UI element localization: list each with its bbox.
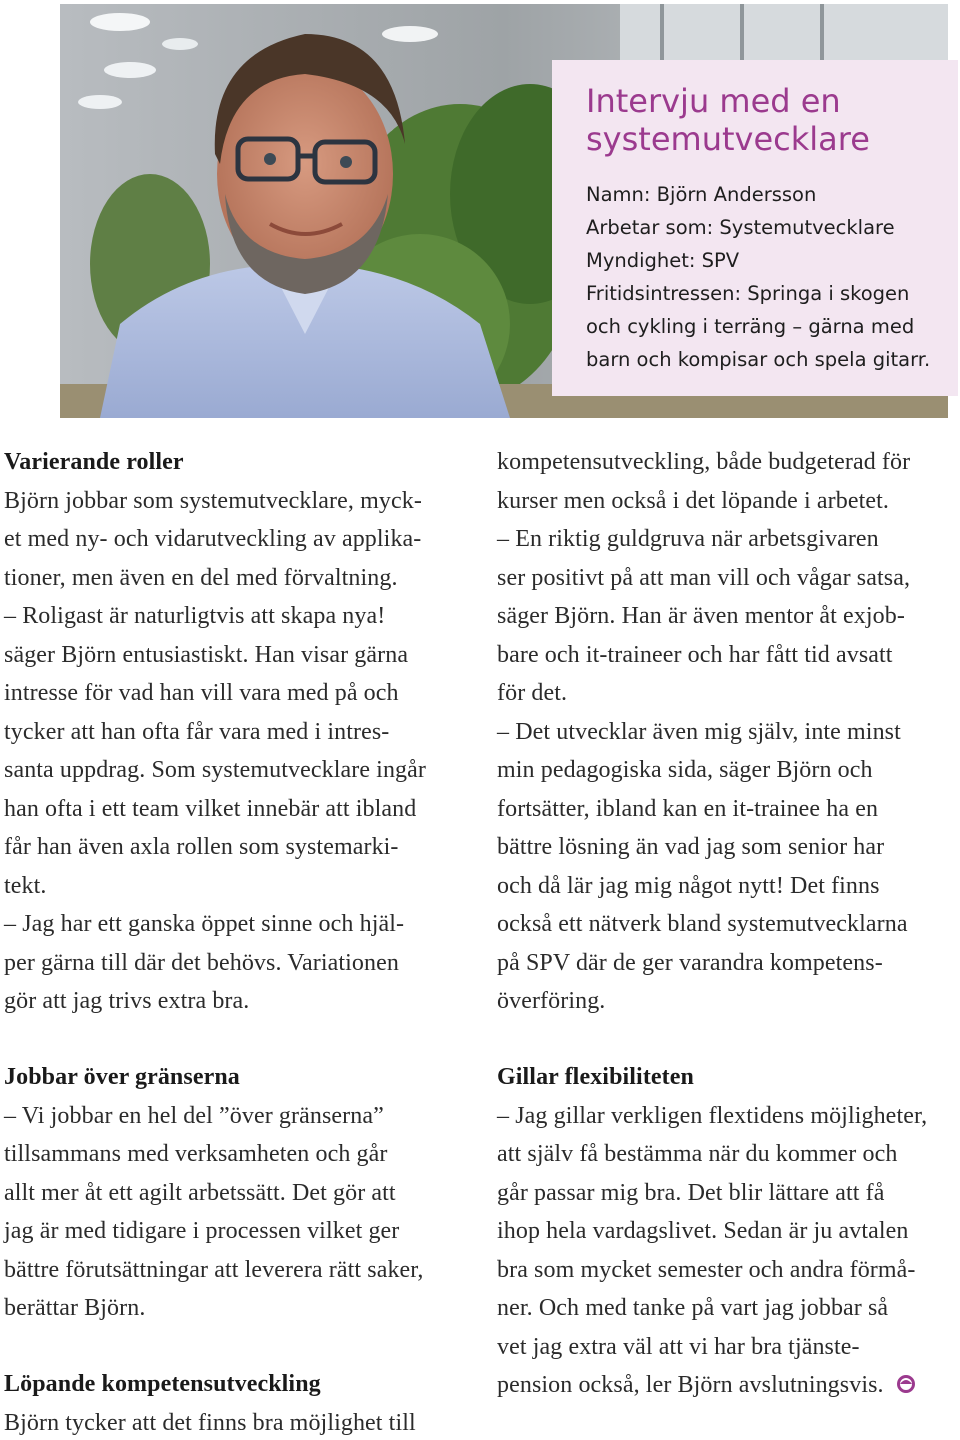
interview-title: [586, 82, 938, 158]
body-line: min pedagogiska sida, säger Björn och: [497, 757, 873, 783]
body-line: gör att jag trivs extra bra.: [4, 988, 250, 1014]
body-line-last: [497, 1366, 960, 1405]
body-line: ser positivt på att man vill och vågar satsa,: [497, 564, 911, 591]
body-line: bra som mycket semester och andra förmå-: [497, 1256, 916, 1283]
body-line: bättre lösning än vad jag som senior har: [497, 834, 885, 860]
body-line: och då lär jag mig något nytt! Det finns: [497, 872, 880, 899]
info-role: Arbetar som: Systemutvecklare: [586, 216, 895, 239]
section-body: [4, 482, 474, 1021]
interview-title-line: Intervju med en: [586, 82, 841, 120]
body-line: tioner, men även en del med förvaltning.: [4, 564, 398, 591]
body-line: ihop hela vardagslivet. Sedan är ju avtalen: [497, 1218, 909, 1244]
body-line: – Det utvecklar även mig själv, inte minst: [497, 718, 901, 745]
body-line: tycker att han ofta får vara med i intres-: [4, 718, 390, 745]
interview-title-line: systemutvecklare: [586, 120, 870, 158]
body-line-text: pension också, ler Björn avslutningsvis.: [497, 1372, 884, 1398]
body-line: kurser men också i det löpande i arbetet.: [497, 487, 889, 514]
body-line: santa uppdrag. Som systemutvecklare ingår: [4, 757, 426, 783]
body-line: Björn tycker att det finns bra möjlighet till: [4, 1409, 416, 1436]
body-line: också ett nätverk bland systemutvecklarna: [497, 911, 908, 937]
body-line: på SPV där de ger varandra kompetens-: [497, 949, 883, 976]
interview-info-box: [552, 60, 958, 396]
body-line: – Jag har ett ganska öppet sinne och hjäl-: [4, 911, 405, 937]
info-hobbies-cont: barn och kompisar och spela gitarr.: [586, 348, 931, 371]
body-line: för det.: [497, 680, 568, 706]
left-column-section-3: [4, 1365, 474, 1440]
body-line: tekt.: [4, 872, 47, 899]
right-column-section-2: [497, 1058, 960, 1405]
info-name: Namn: Björn Andersson: [586, 183, 817, 206]
body-line: säger Björn. Han är även mentor åt exjob-: [497, 603, 905, 629]
body-line: fortsätter, ibland kan en it-trainee ha en: [497, 795, 879, 822]
body-line: allt mer åt ett agilt arbetssätt. Det gör att: [4, 1179, 396, 1206]
right-column: [497, 443, 960, 1021]
body-line: tillsammans med verksamheten och går: [4, 1141, 388, 1167]
body-line: – Roligast är naturligtvis att skapa nya!: [4, 603, 386, 629]
body-line: ner. Och med tanke på vart jag jobbar så: [497, 1295, 889, 1321]
body-line: et med ny- och vidarutveckling av applika-: [4, 526, 422, 552]
left-column-section-2: [4, 1058, 474, 1328]
body-line: berättar Björn.: [4, 1295, 146, 1321]
body-line: bare och it-traineer och har fått tid avsatt: [497, 641, 893, 668]
body-line: överföring.: [497, 988, 606, 1014]
body-line: kompetensutveckling, både budgeterad för: [497, 449, 911, 475]
info-hobbies: Fritidsintressen: Springa i skogen: [586, 282, 910, 305]
section-heading: Jobbar över gränserna: [4, 1064, 240, 1090]
body-line: jag är med tidigare i processen vilket ger: [4, 1218, 400, 1244]
body-line: per gärna till där det behövs. Variationen: [4, 949, 399, 976]
body-line: bättre förutsättningar att leverera rätt saker,: [4, 1256, 424, 1283]
info-hobbies-cont: och cykling i terräng – gärna med: [586, 315, 915, 338]
body-line: får han även axla rollen som systemarki-: [4, 834, 399, 860]
body-line: intresse för vad han vill vara med på och: [4, 680, 399, 706]
section-heading: Varierande roller: [4, 449, 184, 475]
body-line: Björn jobbar som systemutvecklare, myck-: [4, 487, 422, 514]
body-line: att själv få bestämma när du kommer och: [497, 1141, 898, 1167]
end-of-article-icon: [896, 1368, 916, 1407]
body-line: säger Björn entusiastiskt. Han visar gärna: [4, 641, 409, 668]
section-heading: Löpande kompetensutveckling: [4, 1371, 321, 1397]
info-agency: Myndighet: SPV: [586, 249, 740, 272]
body-line: vet jag extra väl att vi har bra tjänste-: [497, 1333, 860, 1360]
body-line: – Vi jobbar en hel del ”över gränserna”: [4, 1102, 384, 1129]
section-heading: Gillar flexibiliteten: [497, 1064, 694, 1090]
body-line: han ofta i ett team vilket innebär att ibland: [4, 795, 417, 822]
left-column: [4, 443, 474, 1021]
body-line: går passar mig bra. Det blir lättare att få: [497, 1179, 885, 1206]
body-line: – Jag gillar verkligen flextidens möjligheter,: [497, 1102, 928, 1129]
body-line: – En riktig guldgruva när arbetsgivaren: [497, 526, 879, 552]
